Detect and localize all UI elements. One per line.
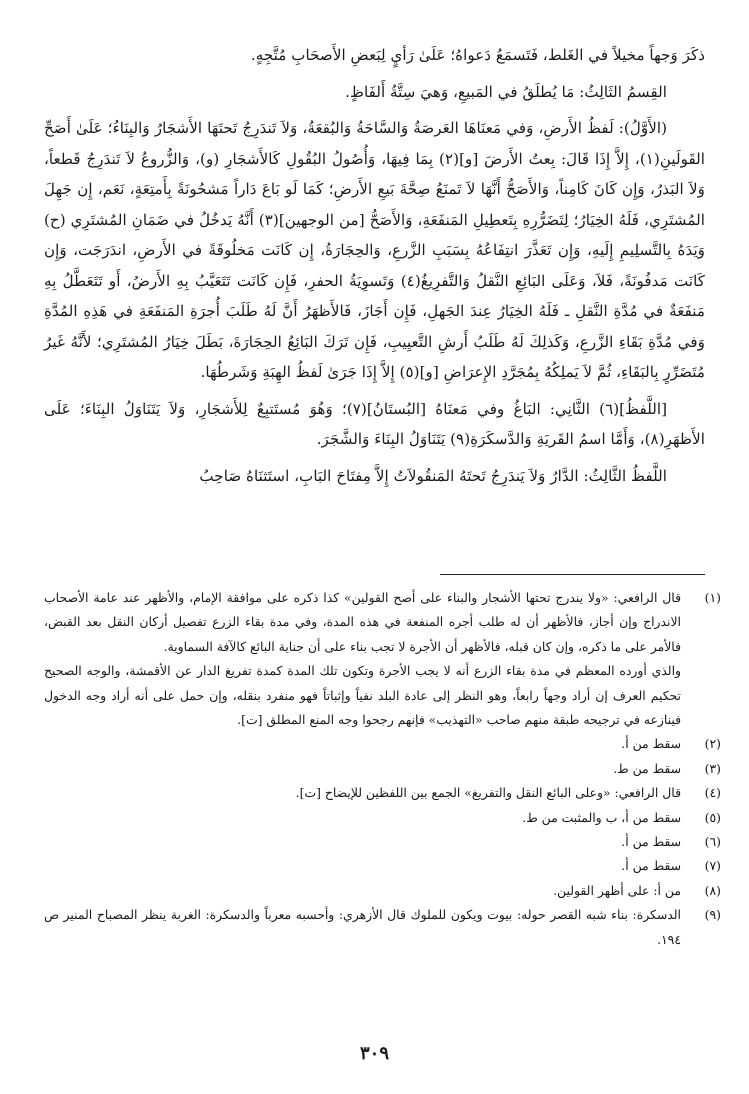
footnote-number: (٣)	[704, 760, 721, 776]
footnote-text: من أ: على أظهر القولين.	[553, 882, 681, 898]
footnote-text: سقط من أ.	[621, 858, 681, 874]
text-paragraph-1: ذكَرَ وَجهاً مخيلاً في الغَلط، فَتَسمَعُ دَعواهُ؛ عَلَىٰ رَأيٍ لِبَعضِ الأَصحَابِ مُتَّجِهٍ.	[250, 46, 705, 64]
footnote-number: (٤)	[704, 785, 721, 801]
footnote	[44, 586, 721, 732]
text-paragraph-third-word: اللَّفظُ الثَّالِثُ: الدَّارُ وَلاَ يَندَرِجُ تَحتَهُ المَنقُولاَتُ إِلاَّ مِفتَاحَ البَابِ، استَثنَاهُ صَاحِبُ	[199, 466, 667, 485]
footnote	[44, 732, 721, 756]
footnote-number: (٨)	[704, 882, 721, 898]
footnote-number: (٥)	[704, 809, 721, 825]
footnote-number: (٧)	[704, 858, 721, 874]
footnote	[44, 757, 721, 781]
footnote-text: سقط من أ.	[621, 736, 681, 752]
footnote-text: قال الرافعي: «ولا يندرج تحتها الأشجار والبناء على أصح القولين» كذا ذكره على موافقة الإمام، والأظهر عند عامة الأصحاب الاندراج وإن أجاز، فالأظهر أن له طلب أجره المنفعة في هذه المدة، وفي مدة بقاء الزرع تفصيل أركان النقل بعد القبض، فالأمر على ما ذكره، وإن كان قبله، فالأظهر أن الأجرة لا تجب بناء على أن جناية البائع كالآفة السماوية.	[44, 590, 681, 654]
footnote	[44, 806, 721, 830]
text-paragraph-second-word: [اللَّفظُ](٦) الثَّانِي: البَاغُ وفي مَعنَاهُ [البُستَانُ](٧)؛ وَهُوَ مُستَتبِعٌ لِلأَشجَارِ، وَلاَ يَتَنَاوَلُ البِنَاءَ؛ عَلَى الأَظهَرِ(٨)، وَأَمَّا اسمُ القَريَةِ وَالدَّسكَرَةِ(٩) يَتَنَاوَلُ البِنَاءَ وَالشَّجَرَ.	[44, 399, 705, 448]
text-paragraph-first-word: (الأَوَّلُ): لَفظُ الأَرضِ، وَفي مَعنَاهَا العَرصَةُ وَالسَّاحَةُ وَالبُقعَةُ، وَلاَ تَندَرِجُ تَحتَهَا الأَشجَارُ وَالبِنَاءُ؛ عَلَىٰ أَصَحِّ القَولَينِ(١)، إِلاَّ إِذَا قَالَ: بِعتُ الأَرضَ [و](٢) بِمَا فِيهَا، وَأُصُولُ البُقُولِ كَالأَشجَارِ (و)، وَالزُّروعُ لاَ تَندَرِجُ قَطعاً، وَلاَ البَذرُ، وَإِن كَانَ كَامِناً، وَالأَصَحُّ أَنَّهَا لاَ تَمنَعُ صِحَّةَ بَيعِ الأَرضِ؛ كَمَا لَو بَاعَ دَاراً مَشحُونَةً بِأَمتِعَةٍ، نَعَم، إِن جَهِلَ المُشتَرِي، فَلَهُ الخِيَارُ؛ لِتَضَرُّرِهِ بِتَعطِيلِ المَنفَعَةِ، وَالأَصَحُّ [من الوجهين](٣) أَنَّهُ يَدخُلُ في ضَمَانِ المُشتَرِي (ح) وَيَدَهُ بِالتَّسلِيمِ إِلَيهِ، وَإِن تَعَذَّرَ انتِفَاعُهُ بِسَبَبِ الزَّرعِ، وَالحِجَارَةُ، إِن كَانَت مَخلُوقَةً في الأَرضِ، اندَرَجَت، وَإِن كَانَت مَدفُونَةً، فَلاَ، وَعَلَى البَائِعِ النَّقلُ وَالتَّفرِيغُ(٤) وَتَسوِيَةُ الحفرِ، فَإِن كَانَت تَتَعَيَّبُ بِهِ الأَرضُ، أَو تَتَعَطَّلُ بِهِ مَنفَعَةٌ في مُدَّةِ النَّقلِ ـ فَلَهُ الخِيَارُ عِندَ الجَهلِ، فَإِن أَجَازَ، فَالأَظهَرُ أَنَّ لَهُ طَلَبَ أُجرَةِ المَنفَعَةِ في هَذِهِ المُدَّةِ وَفي مُدَّةِ بَقَاءِ الزَّرعِ، وَكَذلِكَ لَهُ طَلَبُ أَرشِ التَّعيِيبِ، فَإِن تَرَكَ البَائِعُ الحِجَارَةَ، بَطَلَ خِيَارُ المُشتَرِي؛ لأَنَّهُ غَيرُ مُتَضَرِّرٍ بِالبَقَاءِ، ثُمَّ لاَ يَملِكُهُ بِمُجَرَّدِ الإِعرَاضِ [و](٥) إِلاَّ إِذَا جَرَىٰ لَفظُ الهِبَةِ وَشَرطُهَا.	[44, 119, 705, 381]
footnote-text: سقط من أ، ب والمثبت من ط.	[522, 809, 681, 825]
footnote	[44, 879, 721, 903]
footnote-number: (٦)	[704, 834, 721, 850]
footnote-number: (١)	[704, 590, 721, 605]
footnote	[44, 830, 721, 854]
footnote	[44, 854, 721, 878]
page-number: ٣٠٩	[359, 1043, 389, 1064]
footnotes	[44, 586, 721, 952]
footnote-number: (٩)	[704, 907, 721, 923]
section-heading: القِسمُ الثَالِثُ: مَا يُطلَقُ في المَبيعِ، وَهيَ سِتَّةُ أَلفَاظٍ.	[345, 82, 667, 101]
footnote-text: سقط من ط.	[613, 760, 681, 776]
footnote-text: والذي أورده المعظم في مدة بقاء الزرع أنه لا يجب الأجرة وتكون تلك المدة كمدة تفريغ الدار عن الأقمشة، والوجه الصحيح تحكيم العرف إن أراد وجهاً رابعاً، وهو النظر إلى عادة البلد نفياً وإثباتاً فهو منفرد بنقله، وإن حمل على أنه أراد وجه الدخول فينازعه في ترجيحه طبقة منهم صاحب «التهذيب» فإنهم رجحوا وجه المنع المطلق [ت].	[44, 663, 681, 728]
footnote	[44, 781, 721, 805]
footnote	[44, 903, 721, 952]
footnote-text: الدسكرة: بناء شبه القصر حوله: بيوت ويكون للملوك قال الأزهري: وأحسبه معرباً والدسكرة: الغربة ينظر المصباح المنير ص ١٩٤.	[44, 907, 681, 947]
footnote-separator	[440, 574, 705, 575]
footnote-number: (٢)	[704, 736, 721, 752]
footnote-text: قال الرافعي: «وعلى البائع النقل والتفريغ» الجمع بين اللفظين للإيضاح [ت].	[295, 785, 681, 801]
main-text	[44, 40, 705, 497]
footnote-text: سقط من أ.	[621, 834, 681, 850]
